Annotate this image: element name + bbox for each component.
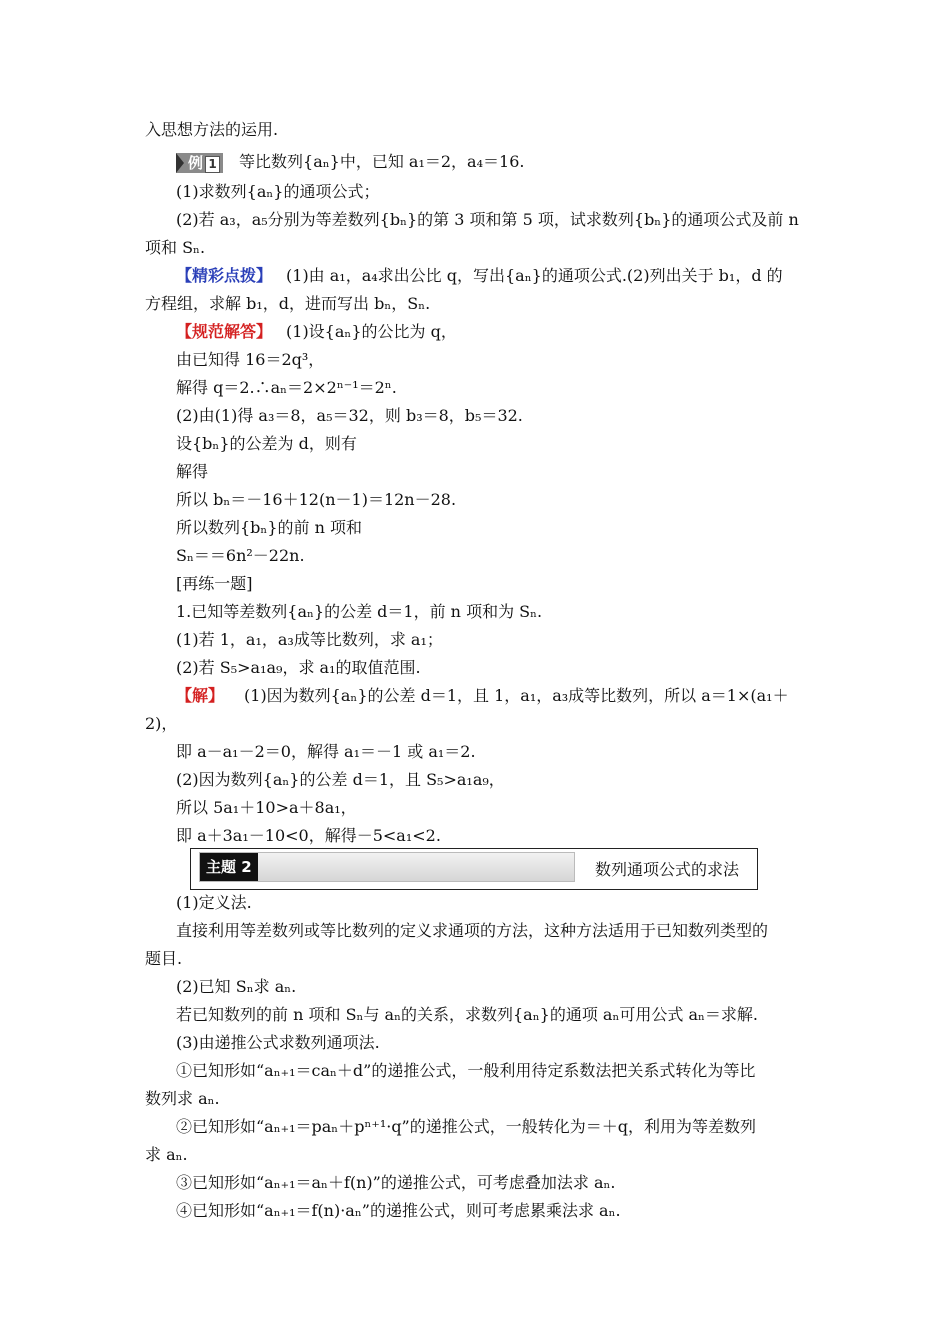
hint-tag: 【精彩点拨】 xyxy=(176,266,273,285)
text-line: 所以 5a₁＋10>a＋8a₁， xyxy=(176,798,357,817)
text-line: ④已知形如“aₙ₊₁＝f(n)·aₙ”的递推公式，则可考虑累乘法求 aₙ. xyxy=(176,1201,621,1220)
text-line: (2)若 a₃，a₅分别为等差数列{bₙ}的第 3 项和第 5 项，试求数列{bₙ}的通项公式及前 n xyxy=(176,210,799,229)
text-line: 入思想方法的运用. xyxy=(145,120,279,139)
solution-line: 【规范解答】 (1)设{aₙ}的公比为 q， xyxy=(176,322,457,341)
topic-label: 主题 2 xyxy=(200,853,258,881)
example-line xyxy=(176,151,524,173)
topic-bar xyxy=(199,852,575,882)
text-line: Sₙ＝＝6n²－22n. xyxy=(176,546,305,565)
text-line: (2)由(1)得 a₃＝8，a₅＝32，则 b₃＝8，b₅＝32. xyxy=(176,406,523,425)
text-line: 解得 xyxy=(176,462,209,481)
practice-heading: [再练一题] xyxy=(176,574,253,593)
answer-line: 【解】 (1)因为数列{aₙ}的公差 d＝1，且 1，a₁，a₃成等比数列，所以 a＝1×(a₁＋ xyxy=(176,686,789,705)
text-line: 由已知得 16＝2q³， xyxy=(176,350,325,369)
text-line: (2)因为数列{aₙ}的公差 d＝1，且 S₅>a₁a₉， xyxy=(176,770,505,789)
text-line: ③已知形如“aₙ₊₁＝aₙ＋f(n)”的递推公式，可考虑叠加法求 aₙ. xyxy=(176,1173,616,1192)
text-line: 所以 bₙ＝－16＋12(n－1)＝12n－28. xyxy=(176,490,457,509)
text-line: (3)由递推公式求数列通项法. xyxy=(176,1033,380,1052)
text-line: ①已知形如“aₙ₊₁＝caₙ＋d”的递推公式，一般利用待定系数法把关系式转化为等比 xyxy=(176,1061,756,1080)
text-line: 所以数列{bₙ}的前 n 项和 xyxy=(176,518,363,537)
solution-tag: 【规范解答】 xyxy=(176,322,273,341)
text-line: (2)已知 Sₙ求 aₙ. xyxy=(176,977,297,996)
text-line: (1)求数列{aₙ}的通项公式； xyxy=(176,182,380,201)
topic-title: 数列通项公式的求法 xyxy=(595,860,740,879)
text-line: (2)若 S₅>a₁a₉，求 a₁的取值范围. xyxy=(176,658,421,677)
text-line: 方程组，求解 b₁，d，进而写出 bₙ，Sₙ. xyxy=(145,294,431,313)
example-number: 1 xyxy=(205,156,220,173)
text-line: 若已知数列的前 n 项和 Sₙ与 aₙ的关系，求数列{aₙ}的通项 aₙ可用公式 aₙ＝求解. xyxy=(176,1005,758,1024)
example-statement: 等比数列{aₙ}中，已知 a₁＝2，a₄＝16. xyxy=(239,152,525,171)
topic-header xyxy=(190,848,758,890)
hint-line: 【精彩点拨】 (1)由 a₁，a₄求出公比 q，写出{aₙ}的通项公式.(2)列出关于 b₁，d 的 xyxy=(176,266,783,285)
text-line: 即 a＋3a₁－10<0，解得－5<a₁<2. xyxy=(176,826,441,845)
text-line: 数列求 aₙ. xyxy=(145,1089,220,1108)
example-tag: 例 1 xyxy=(176,153,223,173)
text-line: 2)， xyxy=(145,714,178,733)
text-line: 解得 q＝2.∴aₙ＝2×2ⁿ⁻¹＝2ⁿ. xyxy=(176,378,397,397)
text-line: 项和 Sₙ. xyxy=(145,238,206,257)
text-line: 设{bₙ}的公差为 d，则有 xyxy=(176,434,357,453)
text-line: ②已知形如“aₙ₊₁＝paₙ＋pⁿ⁺¹·q”的递推公式，一般转化为＝＋q，利用为等差数列 xyxy=(176,1117,756,1136)
text-line: (1)若 1，a₁，a₃成等比数列，求 a₁； xyxy=(176,630,443,649)
text-line: 直接利用等差数列或等比数列的定义求通项的方法，这种方法适用于已知数列类型的 xyxy=(176,921,769,940)
text-line: 题目. xyxy=(145,949,183,968)
text-line: 即 a－a₁－2＝0，解得 a₁＝－1 或 a₁＝2. xyxy=(176,742,476,761)
answer-tag: 【解】 xyxy=(176,686,225,705)
text-line: (1)定义法. xyxy=(176,893,252,912)
text-line: 1.已知等差数列{aₙ}的公差 d＝1，前 n 项和为 Sₙ. xyxy=(176,602,543,621)
text-line: 求 aₙ. xyxy=(145,1145,188,1164)
